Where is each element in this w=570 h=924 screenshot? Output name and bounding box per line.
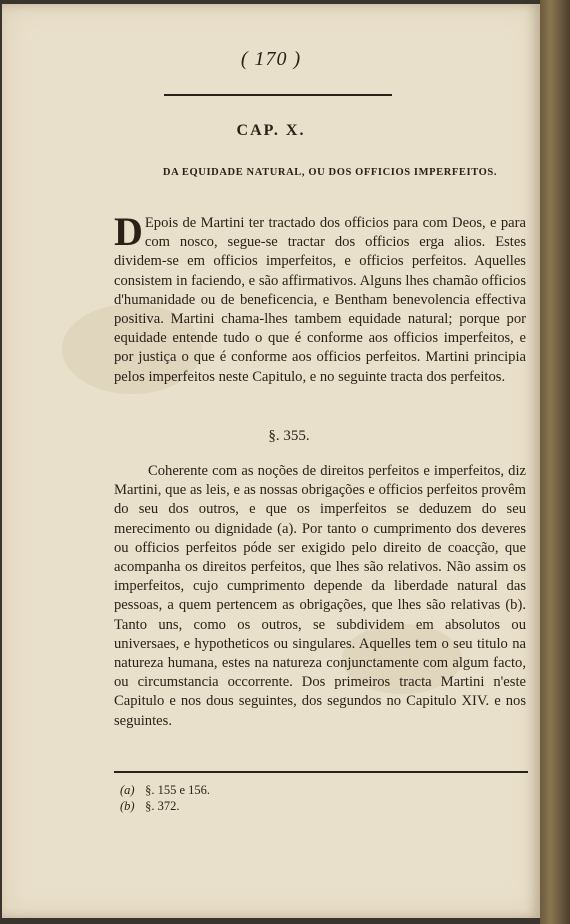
paragraph-section-355: Coherente com as noções de direitos perfeitos e imperfeitos, diz Martini, que as leis, e as nossas obrigações e officios perfeitos provêm do seu dos outros, e que os imperfeitos se deduzem do seu merecimento ou dignidade (a). Por tanto o cumprimento dos deveres ou officios perfeitos póde ser exigido pelo direito de coacção, que acompanha os direitos perfeitos, que lhes são relativos. Não assim os imperfeitos, cujo cumprimento depende da liberdade natural das pessoas, a quem pertencem as obrigações, que lhes são relativas (b). Tanto uns, como os outros, se subdividem em absolutos ou universaes, e hypotheticos ou singulares. Aquelles tem o seu titulo na natureza humana, estes na natureza conjunctamente com algum facto, ou circumstancia occorrente. Dos primeiros tracta Martini n'este Capitulo e nos dous seguintes, dos segundos no Capitulo XIV. e nos seguintes. bbox=[114, 463, 526, 729]
chapter-subtitle: DA EQUIDADE NATURAL, OU DOS OFFICIOS IMPERFEITOS. bbox=[162, 167, 498, 178]
chapter-heading: CAP. X. bbox=[236, 122, 306, 139]
footnote-b bbox=[120, 798, 180, 814]
section-number: §. 355. bbox=[268, 428, 310, 444]
footnote-rule bbox=[114, 771, 528, 773]
header-rule bbox=[164, 94, 392, 96]
paragraph-intro bbox=[114, 209, 526, 387]
book-page bbox=[2, 4, 540, 918]
paragraph-intro-text: Epois de Martini ter tractado dos officios para com Deos, e para com nosco, segue-se tractar dos officios erga alios. Estes dividem-se em officios imperfeitos, e officios perfeitos. Aquelles consistem in faciendo, e são affirmativos. Alguns lhes chamão officios d'humanidade ou de beneficencia, e Bentham benevolencia effectiva positiva. Martini chama-lhes tambem equidade natural; porque por equidade entende tudo o que é conforme aos officios imperfeitos, e por justiça o que é conforme aos officios perfeitos. Martini principia pelos imperfeitos neste Capitulo, e no seguinte tracta dos perfeitos. bbox=[114, 215, 526, 385]
drop-cap: D bbox=[114, 209, 143, 254]
page-number: ( 170 ) bbox=[240, 48, 302, 70]
footnote-mark: (b) bbox=[120, 799, 135, 813]
footnote-mark: (a) bbox=[120, 783, 135, 797]
footnote-text: §. 155 e 156. bbox=[145, 783, 211, 797]
footnote-text: §. 372. bbox=[145, 799, 180, 813]
book-spine bbox=[540, 0, 570, 924]
footnote-a bbox=[120, 782, 210, 798]
